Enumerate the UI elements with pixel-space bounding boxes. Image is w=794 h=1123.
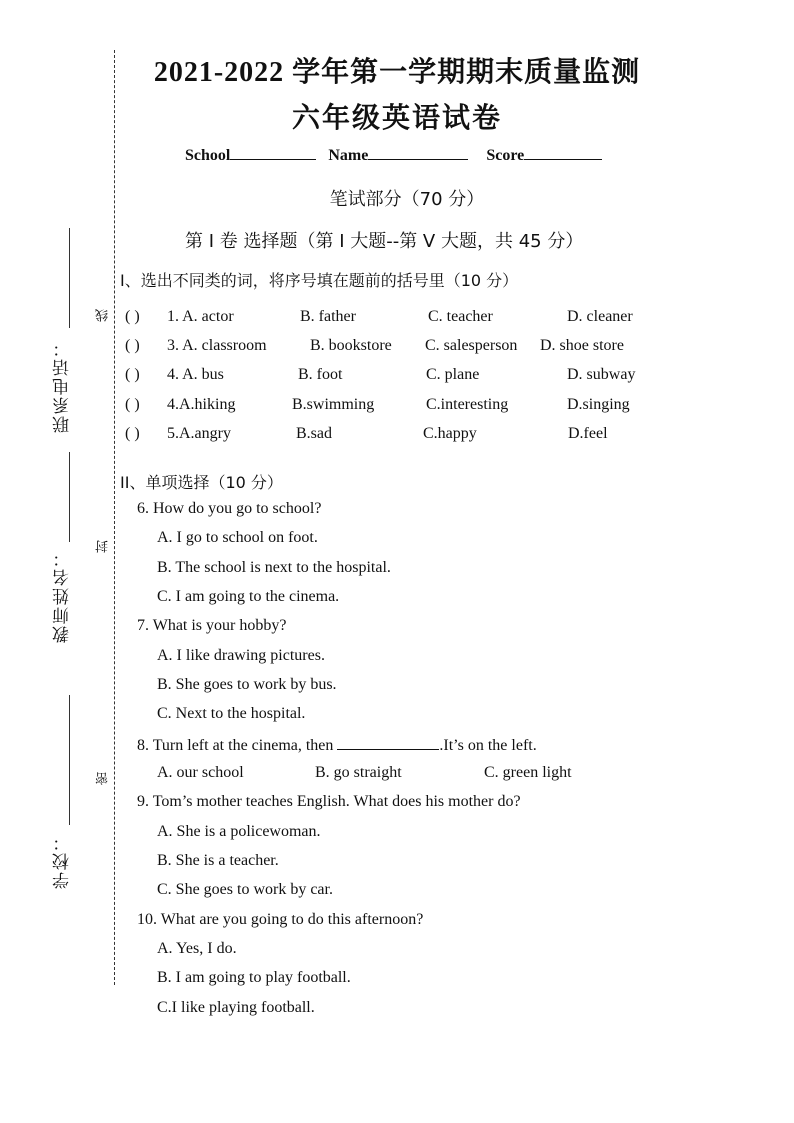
q8-option-c[interactable]: C. green light bbox=[484, 764, 572, 781]
answer-bracket[interactable]: ( ) bbox=[125, 366, 140, 383]
answer-bracket[interactable]: ( ) bbox=[125, 337, 140, 354]
q7-option-b[interactable]: B. She goes to work by bus. bbox=[157, 676, 337, 693]
student-info-line bbox=[185, 145, 602, 165]
q10-option-c[interactable]: C.I like playing football. bbox=[157, 999, 315, 1016]
q8-text-before: 8. Turn left at the cinema, then bbox=[137, 737, 338, 754]
seal-char-line: 线 bbox=[96, 309, 111, 322]
option-d: D. cleaner bbox=[567, 308, 633, 325]
phone-label: 联系电话： bbox=[53, 338, 73, 433]
teacher-blank-line bbox=[69, 452, 70, 542]
option-c: C. plane bbox=[426, 366, 480, 383]
answer-bracket[interactable]: ( ) bbox=[125, 425, 140, 442]
q6-option-c[interactable]: C. I am going to the cinema. bbox=[157, 588, 340, 605]
school-name-label: 学校： bbox=[53, 832, 73, 889]
q6-option-b[interactable]: B. The school is next to the hospital. bbox=[157, 559, 391, 576]
option-b: B. father bbox=[300, 308, 356, 325]
score-field-label: Score bbox=[486, 147, 525, 164]
q9-option-c[interactable]: C. She goes to work by car. bbox=[157, 881, 333, 898]
option-a: 4.A.hiking bbox=[167, 396, 236, 413]
section1-title: I、选出不同类的词，将序号填在题前的括号里（10 分） bbox=[120, 271, 519, 290]
volume-heading: 第 I 卷 选择题（第 I 大题--第 V 大题，共 45 分） bbox=[185, 231, 584, 252]
q8-option-b[interactable]: B. go straight bbox=[315, 764, 402, 781]
answer-bracket[interactable]: ( ) bbox=[125, 308, 140, 325]
question-8 bbox=[137, 735, 537, 755]
q8-fill-blank[interactable] bbox=[337, 735, 439, 750]
q7-option-a[interactable]: A. I like drawing pictures. bbox=[157, 647, 325, 664]
q10-option-b[interactable]: B. I am going to play football. bbox=[157, 969, 351, 986]
exam-title: 2021-2022 学年第一学期期末质量监测 bbox=[153, 57, 641, 88]
option-b: B.swimming bbox=[292, 396, 375, 413]
exam-subtitle: 六年级英语试卷 bbox=[291, 103, 502, 134]
school-field-label: School bbox=[185, 147, 231, 164]
option-c: C.interesting bbox=[426, 396, 509, 413]
name-field-label: Name bbox=[328, 147, 369, 164]
q9-option-a[interactable]: A. She is a policewoman. bbox=[157, 823, 321, 840]
school-field-blank[interactable] bbox=[230, 145, 316, 160]
score-field-blank[interactable] bbox=[524, 145, 602, 160]
question-10: 10. What are you going to do this afternoon? bbox=[137, 911, 424, 928]
section2-title: II、单项选择（10 分） bbox=[120, 473, 283, 492]
option-c: C. salesperson bbox=[425, 337, 518, 354]
q9-option-b[interactable]: B. She is a teacher. bbox=[157, 852, 279, 869]
option-c: C. teacher bbox=[428, 308, 493, 325]
teacher-name-label: 教师姓名： bbox=[53, 548, 73, 643]
option-a: 5.A.angry bbox=[167, 425, 231, 442]
option-a: 3. A. classroom bbox=[167, 337, 267, 354]
phone-blank-line bbox=[69, 228, 70, 328]
name-field-blank[interactable] bbox=[368, 145, 468, 160]
option-b: B.sad bbox=[296, 425, 332, 442]
option-a: 4. A. bus bbox=[167, 366, 224, 383]
q8-text-after: .It’s on the left. bbox=[439, 737, 537, 754]
option-d: D.singing bbox=[567, 396, 630, 413]
option-b: B. bookstore bbox=[310, 337, 392, 354]
option-d: D.feel bbox=[568, 425, 608, 442]
option-c: C.happy bbox=[423, 425, 477, 442]
q6-option-a[interactable]: A. I go to school on foot. bbox=[157, 529, 318, 546]
q10-option-a[interactable]: A. Yes, I do. bbox=[157, 940, 237, 957]
answer-bracket[interactable]: ( ) bbox=[125, 396, 140, 413]
q8-option-a[interactable]: A. our school bbox=[157, 764, 244, 781]
seal-char-mi: 密 bbox=[96, 772, 111, 785]
option-b: B. foot bbox=[298, 366, 343, 383]
option-d: D. subway bbox=[567, 366, 636, 383]
school-blank-line bbox=[69, 695, 70, 825]
question-9: 9. Tom’s mother teaches English. What does his mother do? bbox=[137, 793, 521, 810]
written-part-heading: 笔试部分（70 分） bbox=[329, 189, 485, 210]
question-6: 6. How do you go to school? bbox=[137, 500, 322, 517]
option-d: D. shoe store bbox=[540, 337, 624, 354]
seal-char-feng: 封 bbox=[96, 540, 111, 553]
question-7: 7. What is your hobby? bbox=[137, 617, 287, 634]
q7-option-c[interactable]: C. Next to the hospital. bbox=[157, 705, 306, 722]
option-a: 1. A. actor bbox=[167, 308, 234, 325]
